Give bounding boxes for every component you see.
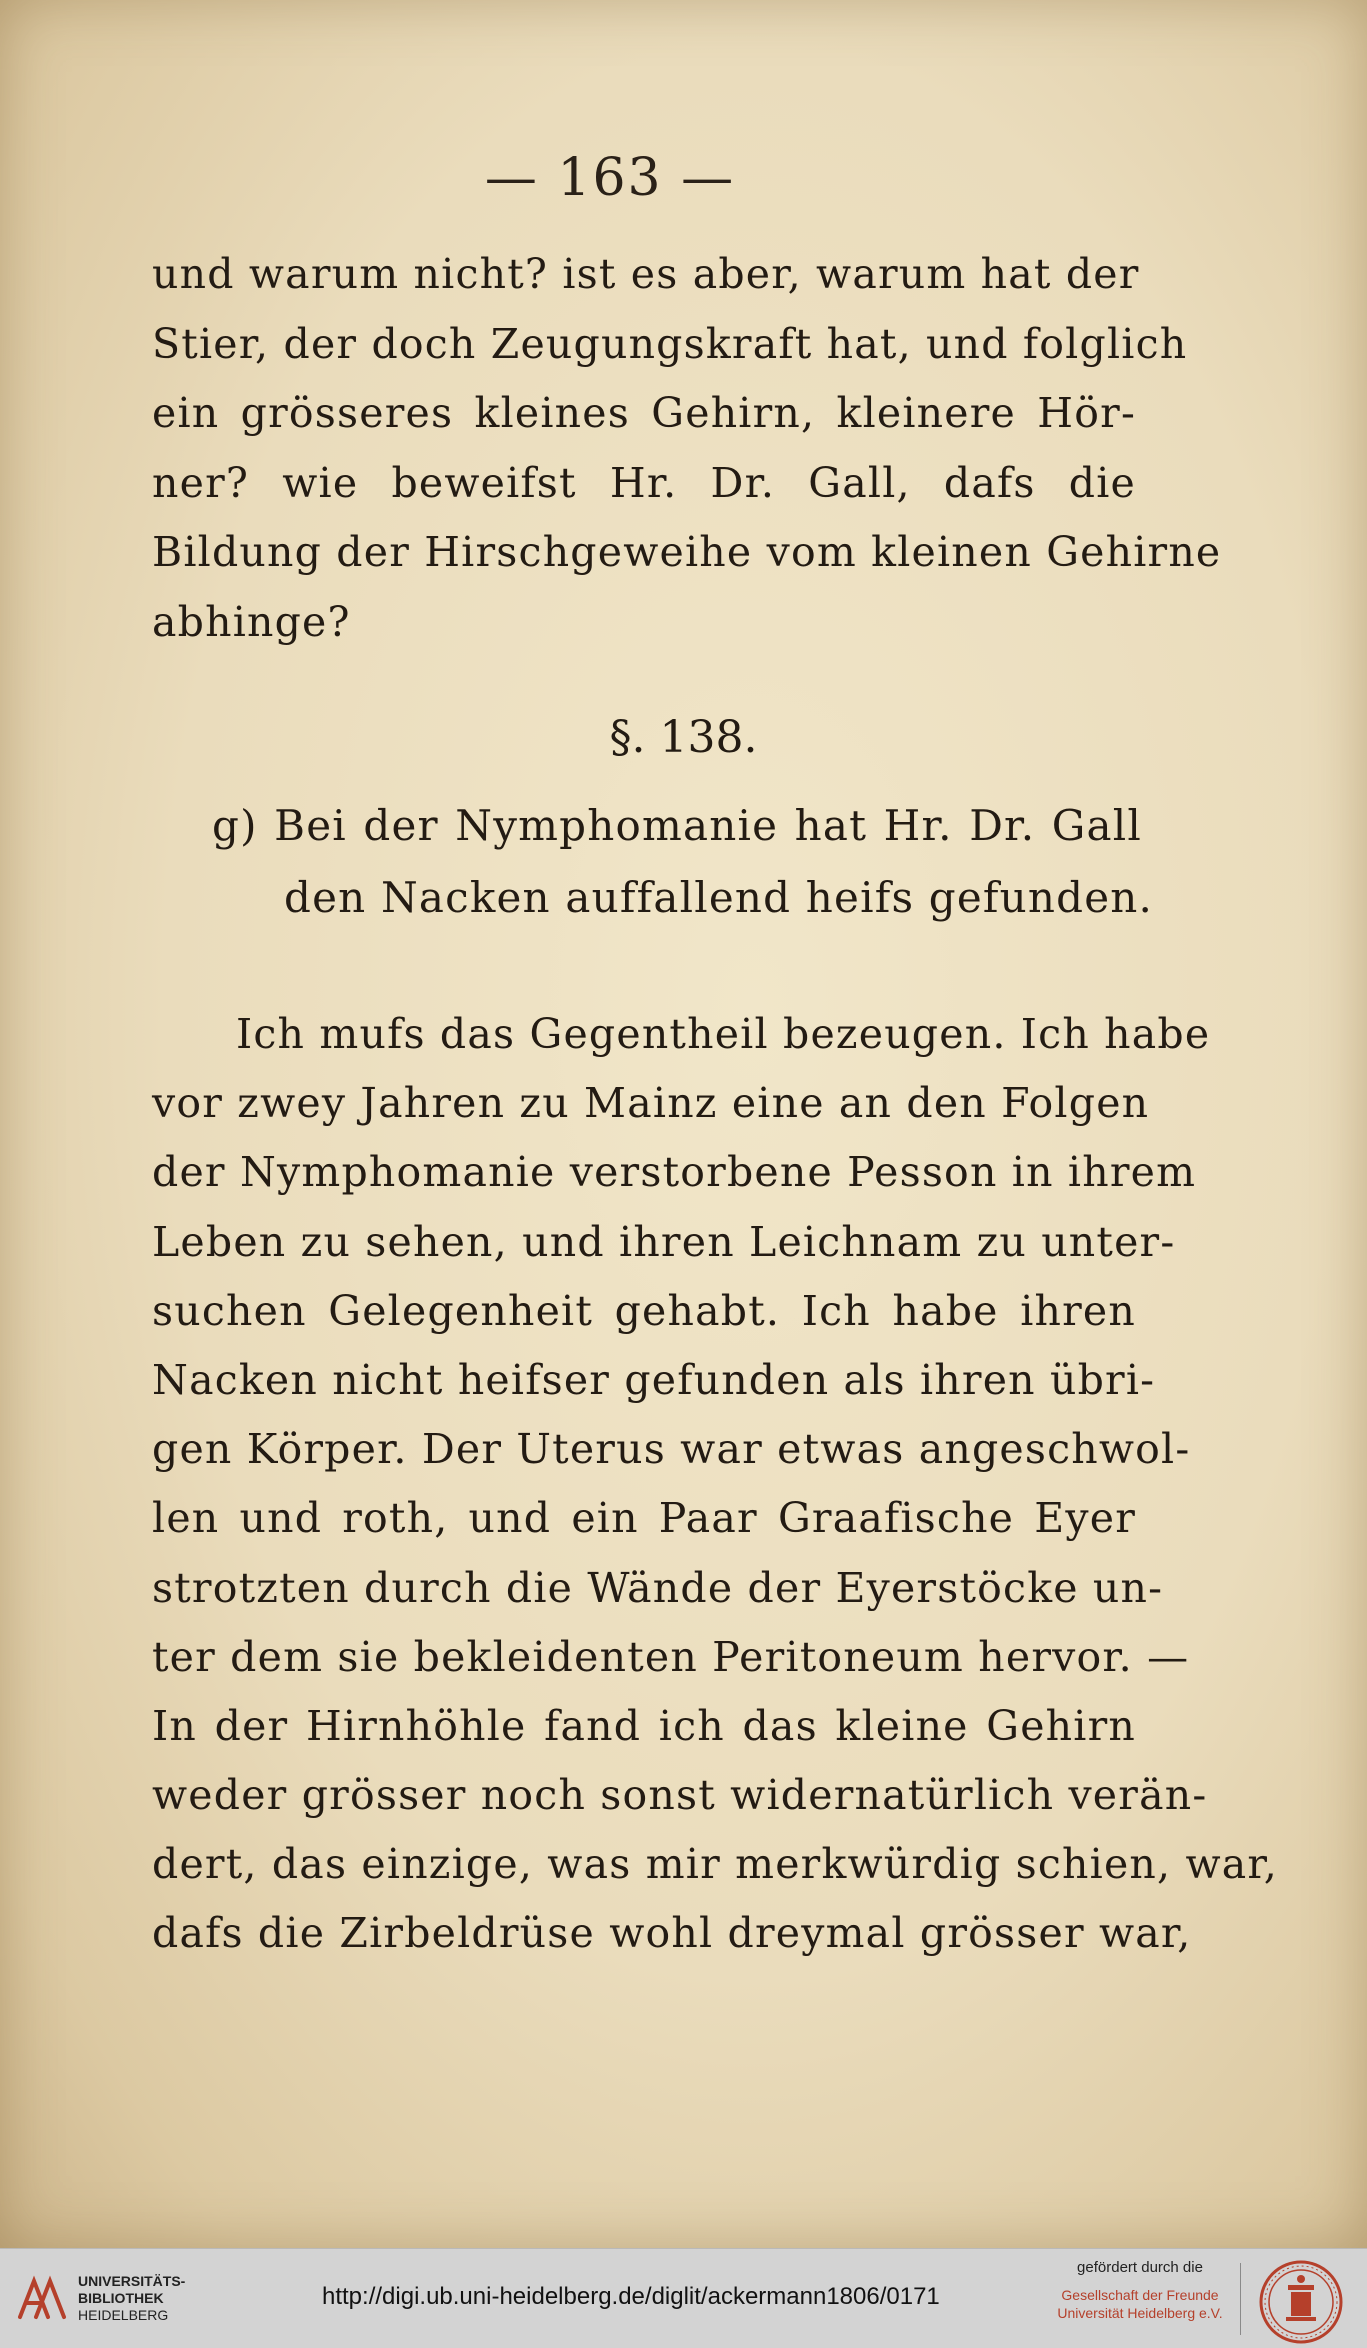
permalink-url[interactable]: http://digi.ub.uni-heidelberg.de/diglit/ackermann1806/0171 — [322, 2283, 940, 2310]
library-name-line: HEIDELBERG — [78, 2307, 169, 2323]
divider — [1240, 2263, 1241, 2335]
text-line: vor zwey Jahren zu Mainz eine an den Folgen — [152, 1079, 1150, 1128]
text-line: weder grösser noch sonst widernatürlich verän- — [152, 1771, 1208, 1820]
section-number: §. 138. — [609, 712, 758, 763]
heading-line: den Nacken auffallend heifs gefunden. — [284, 873, 1154, 922]
heading-line: g) Bei der Nymphomanie hat Hr. Dr. Gall — [212, 801, 1142, 850]
library-name-line: UNIVERSITÄTS- — [78, 2273, 186, 2289]
text-line: Ich mufs das Gegentheil bezeugen. Ich habe — [236, 1010, 1211, 1058]
sponsor-name-line: Gesellschaft der Freunde — [1061, 2287, 1219, 2303]
text-line: dert, das einzige, was mir merkwürdig schien, war, — [152, 1840, 1278, 1889]
text-line: len und roth, und ein Paar Graafische Eyer — [152, 1494, 1136, 1543]
section-heading — [212, 790, 1154, 934]
text-line: Stier, der doch Zeugungskraft hat, und folglich — [152, 319, 1188, 368]
text-line: Leben zu sehen, und ihren Leichnam zu unter- — [152, 1217, 1176, 1266]
text-line: dafs die Zirbeldrüse wohl dreymal grösser war, — [152, 1909, 1192, 1958]
text-line: In der Hirnhöhle fand ich das kleine Gehirn — [152, 1701, 1136, 1750]
university-seal-icon — [1258, 2259, 1344, 2345]
text-line: abhinge? — [152, 597, 351, 646]
text-line: strotzten durch die Wände der Eyerstöcke un- — [152, 1563, 1164, 1612]
paragraph — [152, 1000, 1278, 1969]
footer-bar — [0, 2248, 1367, 2348]
text-line: Bildung der Hirschgeweihe vom kleinen Gehirne — [152, 528, 1222, 576]
text-line: suchen Gelegenheit gehabt. Ich habe ihren — [152, 1286, 1136, 1335]
text-line: der Nymphomanie verstorbene Pesson in ihrem — [152, 1148, 1197, 1197]
university-library-logo-icon — [14, 2271, 70, 2327]
text-line: ter dem sie bekleidenten Peritoneum hervor. — — [152, 1632, 1190, 1681]
sponsor-intro: gefördert durch die — [1077, 2259, 1203, 2276]
library-name — [78, 2273, 185, 2324]
text-line: ein grösseres kleines Gehirn, kleinere Hör- — [152, 389, 1136, 437]
text-line: Nacken nicht heifser gefunden als ihren übri- — [152, 1355, 1156, 1404]
library-name-line: BIBLIOTHEK — [78, 2290, 164, 2306]
sponsor-name-line: Universität Heidelberg e.V. — [1057, 2305, 1223, 2321]
text-line: gen Körper. Der Uterus war etwas angeschwol- — [152, 1425, 1191, 1474]
sponsor-credit — [1040, 2259, 1240, 2322]
page-number: — 163 — — [484, 148, 736, 208]
text-line: ner? wie beweifst Hr. Dr. Gall, dafs die — [152, 458, 1136, 507]
text-line: und warum nicht? ist es aber, warum hat der — [152, 250, 1140, 298]
paragraph-continued — [152, 240, 1222, 657]
